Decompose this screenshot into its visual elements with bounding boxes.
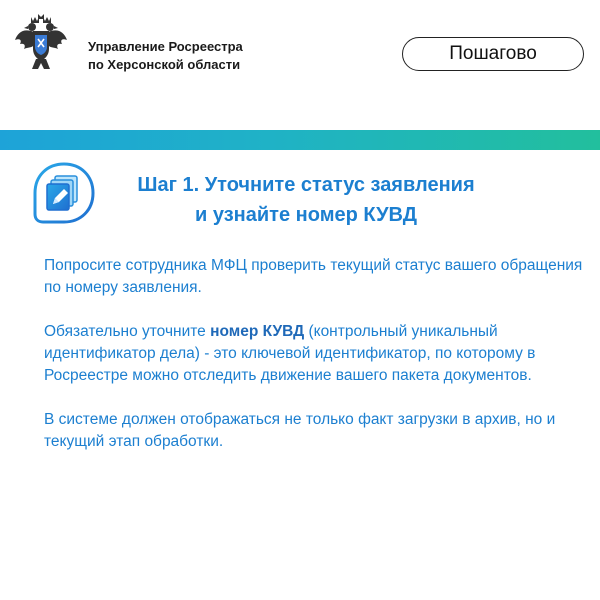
- paragraph-3: В системе должен отображаться не только факт загрузки в архив, но и текущий этап обработки.: [44, 411, 556, 450]
- step-title-line-1: Шаг 1. Уточните статус заявления: [137, 174, 475, 196]
- org-line-1: Управление Росреестра: [88, 39, 243, 54]
- step-title-line-2: и узнайте номер КУВД: [195, 204, 417, 226]
- rosreestr-eagle-logo: [14, 14, 68, 72]
- instructions-text: [44, 255, 584, 475]
- step-title: [100, 170, 512, 230]
- step-by-step-tag: Пошагово: [402, 37, 584, 71]
- org-line-2: по Херсонской области: [88, 57, 241, 72]
- paragraph-2-before: Обязательно уточните: [44, 323, 211, 340]
- paragraph-2: [44, 321, 584, 387]
- organization-name: [88, 38, 243, 74]
- paragraph-2-after: (контрольный уникальный идентификатор дела) - это ключевой идентификатор, по которому в Росреестре можно отследить движение вашего пакета документов.: [44, 323, 536, 384]
- paragraph-1: Попросите сотрудника МФЦ проверить текущий статус вашего обращения по номеру заявления.: [44, 257, 583, 296]
- kuvd-number-highlight: номер КУВД: [210, 323, 305, 340]
- documents-edit-icon: [33, 162, 95, 224]
- gradient-divider: [0, 130, 600, 150]
